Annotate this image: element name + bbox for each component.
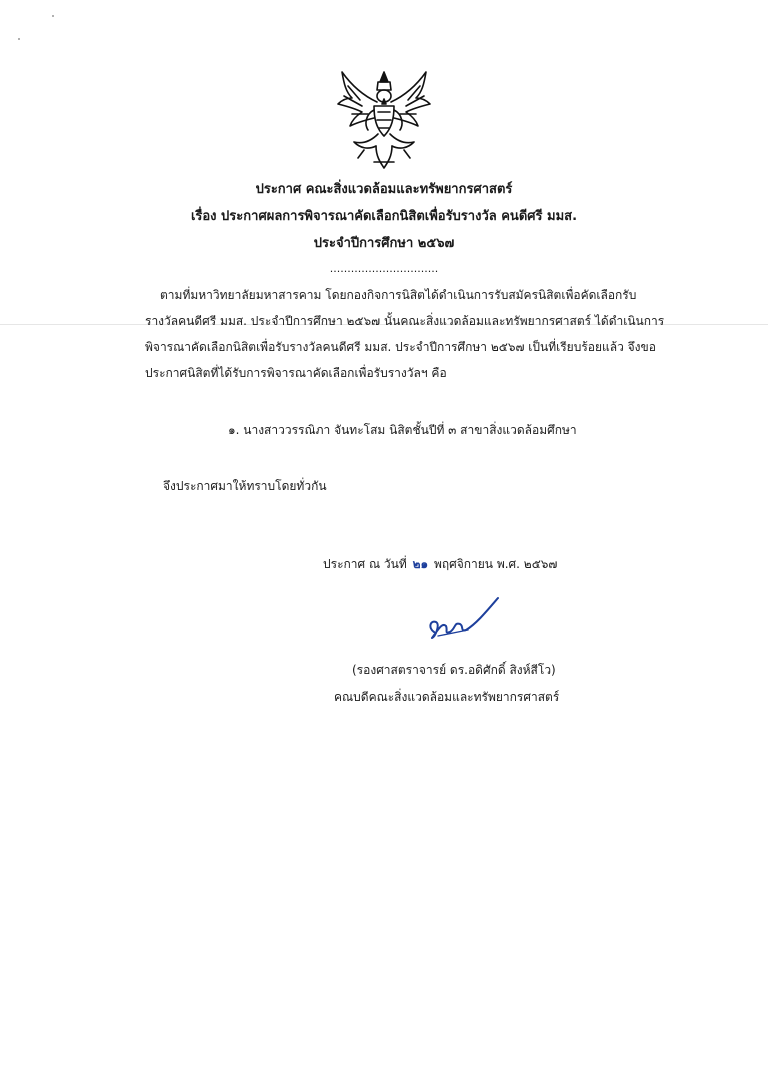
announcement-subject: เรื่อง ประกาศผลการพิจารณาคัดเลือกนิสิตเพื่อรับรางวัล คนดีศรี มมส. xyxy=(190,209,578,224)
announcement-header: ประกาศ คณะสิ่งแวดล้อมและทรัพยากรศาสตร์ xyxy=(255,182,513,197)
body-line: ประกาศนิสิตที่ได้รับการพิจารณาคัดเลือกเพื่อรับรางวัลฯ คือ xyxy=(145,366,447,380)
awardee-item: ๑. นางสาววรรณิภา จันทะโสม นิสิตชั้นปีที่ ๓ สาขาสิ่งแวดล้อมศึกษา xyxy=(228,423,577,437)
header-separator: ............................... xyxy=(329,262,439,275)
date-suffix: พฤศจิกายน พ.ศ. ๒๕๖๗ xyxy=(433,557,558,571)
body-line: ตามที่มหาวิทยาลัยมหาสารคาม โดยกองกิจการนิสิตได้ดำเนินการรับสมัครนิสิตเพื่อคัดเลือกรับ xyxy=(160,288,637,302)
garuda-emblem-icon xyxy=(334,66,434,174)
signer-name: (รองศาสตราจารย์ ดร.อดิศักดิ์ สิงห์สีโว) xyxy=(352,663,556,677)
handwritten-signature xyxy=(424,592,504,644)
body-line: รางวัลคนดีศรี มมส. ประจำปีการศึกษา ๒๕๖๗ นั้นคณะสิ่งแวดล้อมและทรัพยากรศาสตร์ ได้ดำเนินการ xyxy=(145,314,665,328)
body-line: พิจารณาคัดเลือกนิสิตเพื่อรับรางวัลคนดีศรี มมส. ประจำปีการศึกษา ๒๕๖๗ เป็นที่เรียบร้อยแล้ว จึงขอ xyxy=(145,340,656,354)
scan-speck xyxy=(52,15,54,17)
scan-speck xyxy=(18,38,20,40)
signer-title: คณบดีคณะสิ่งแวดล้อมและทรัพยากรศาสตร์ xyxy=(334,690,560,704)
academic-year: ประจำปีการศึกษา ๒๕๖๗ xyxy=(313,236,455,251)
body-paragraph xyxy=(145,282,665,386)
closing-statement: จึงประกาศมาให้ทราบโดยทั่วกัน xyxy=(163,479,327,493)
handwritten-day: ๒๑ xyxy=(412,557,429,571)
date-prefix: ประกาศ ณ วันที่ xyxy=(323,557,407,571)
announcement-date xyxy=(323,555,557,574)
